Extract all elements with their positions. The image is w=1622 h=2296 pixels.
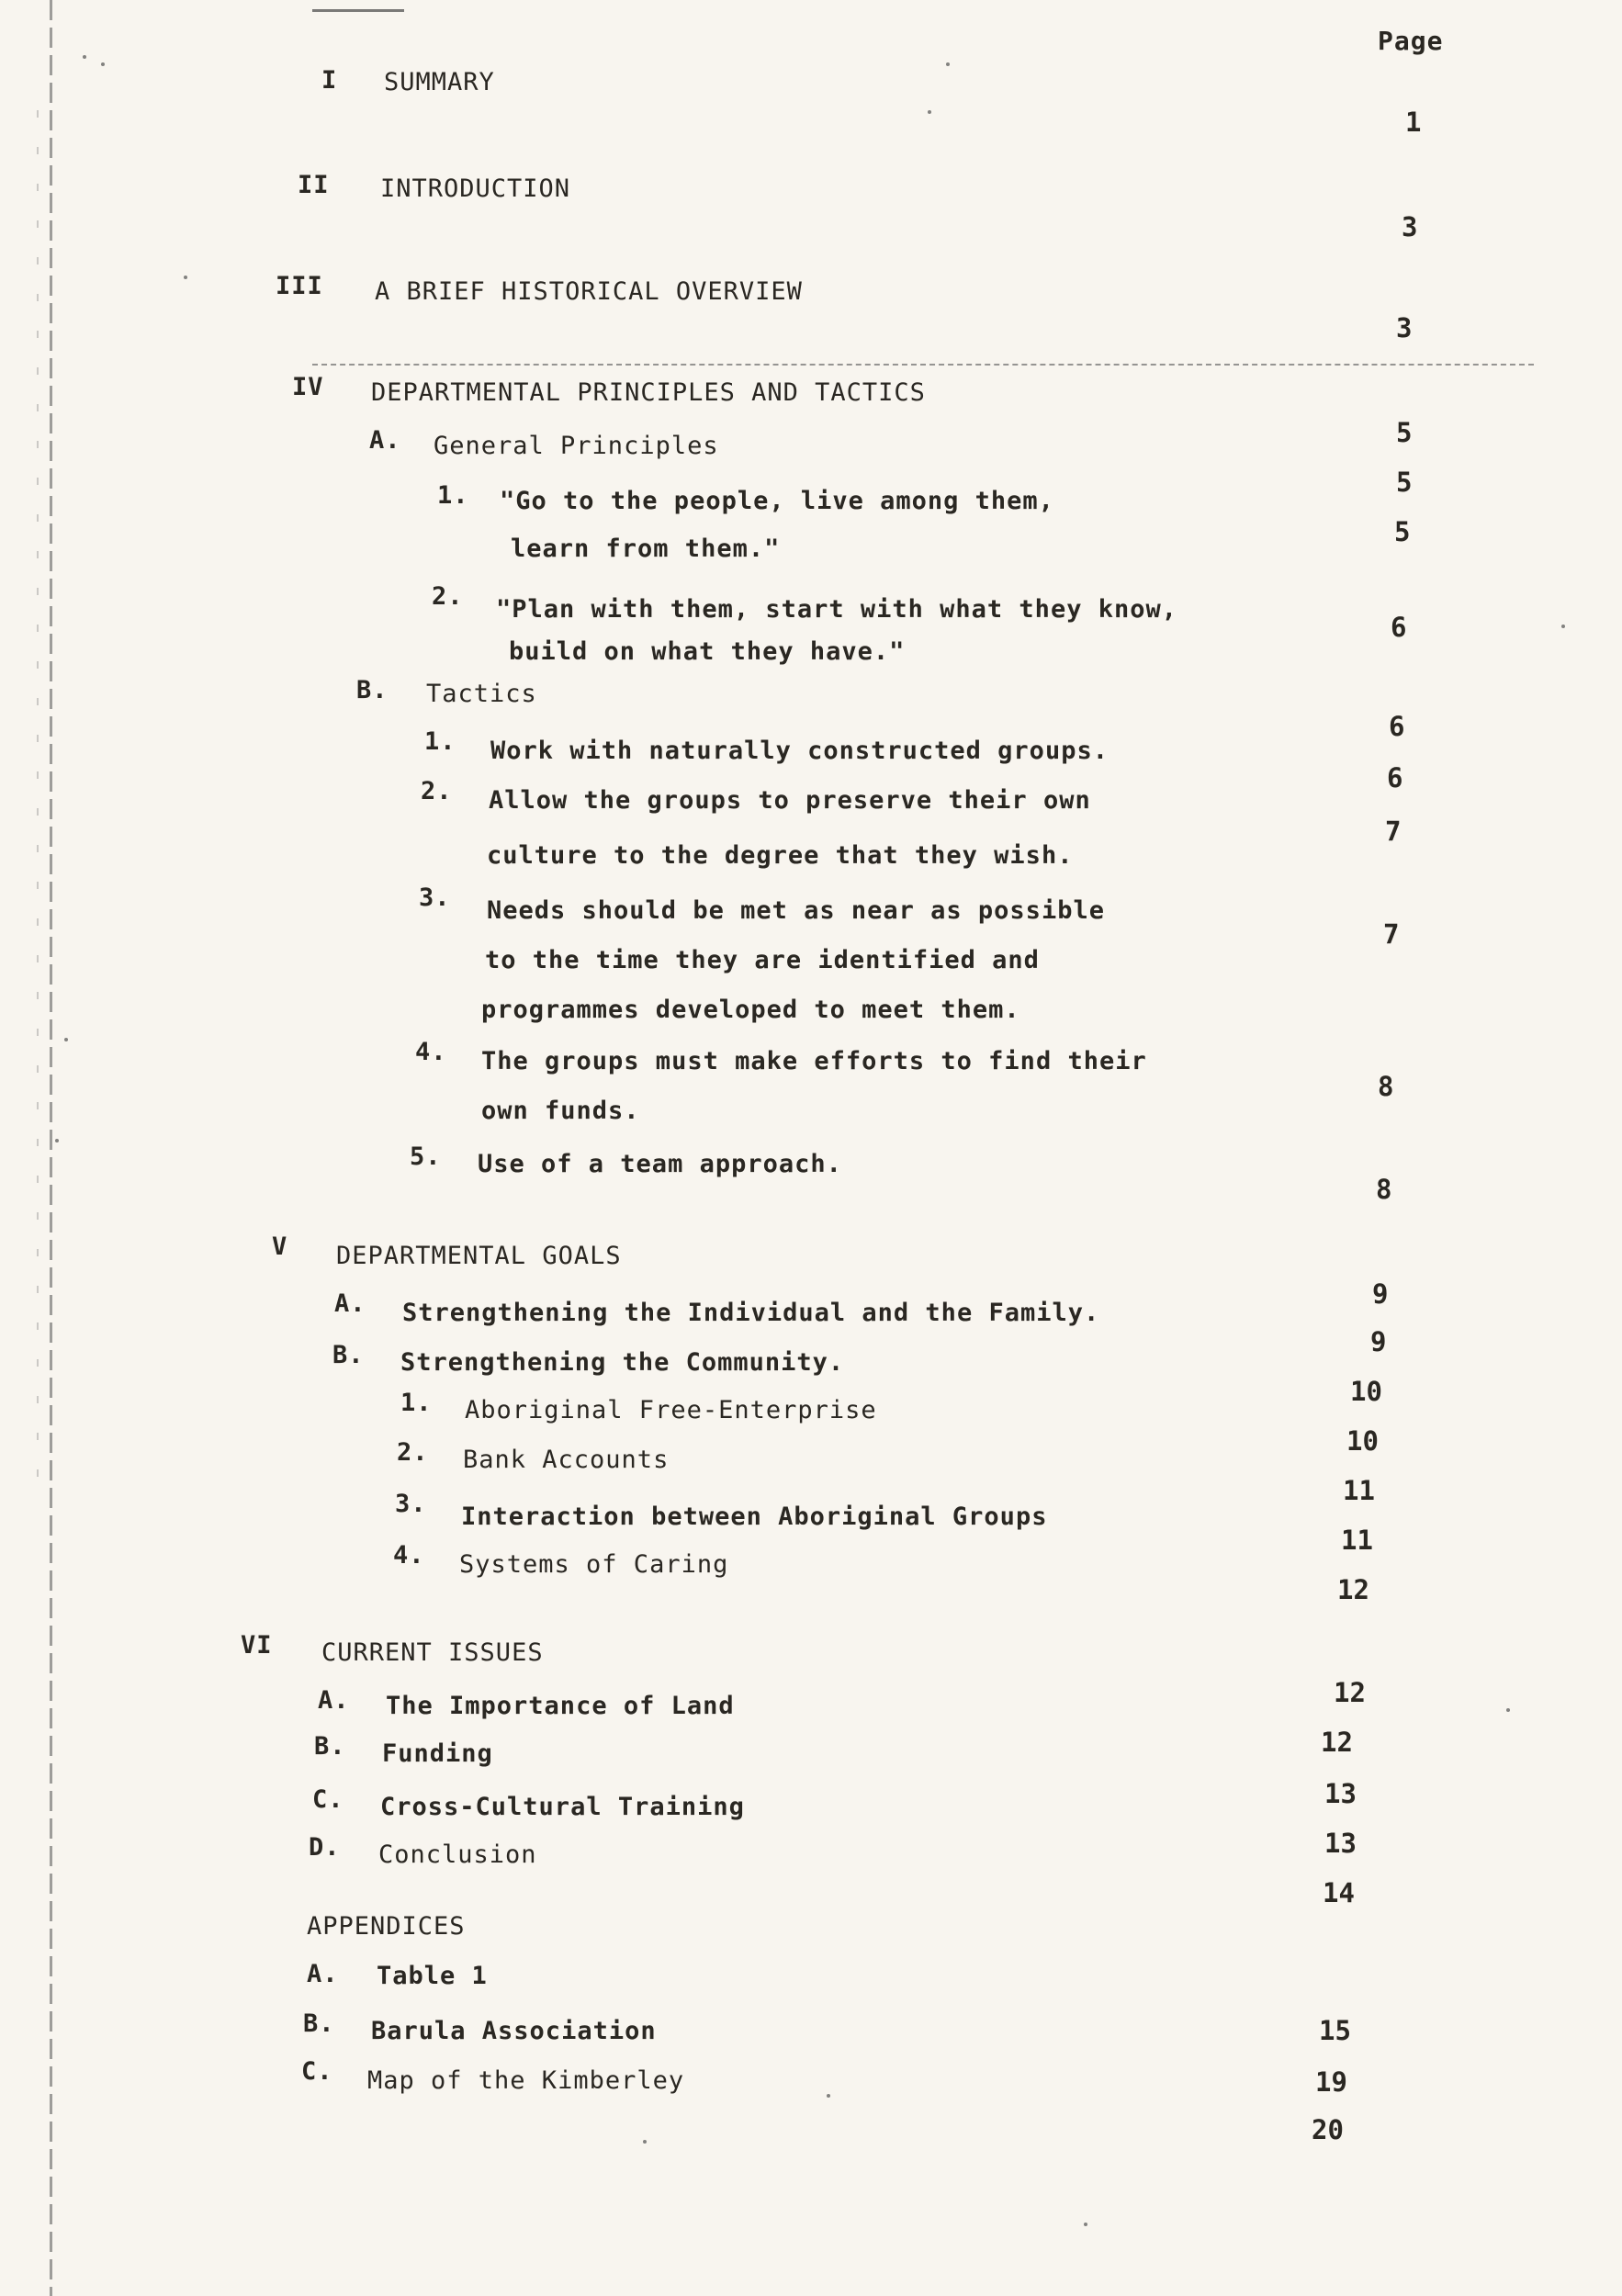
entry-marker: IV	[292, 373, 324, 401]
entry-title-cont: programmes developed to meet them.	[481, 996, 1020, 1024]
entry-title: Needs should be met as near as possible	[487, 896, 1105, 925]
page-column-heading: Page	[1378, 26, 1444, 56]
entry-marker: 1.	[400, 1389, 433, 1417]
scan-speck	[83, 55, 86, 59]
entry-page: 13	[1324, 1828, 1357, 1859]
entry-title-cont: culture to the degree that they wish.	[487, 841, 1074, 870]
entry-marker: A.	[369, 426, 401, 455]
scan-speck	[101, 62, 105, 66]
entry-title-cont: build on what they have."	[509, 637, 906, 666]
scan-speck	[184, 276, 187, 279]
entry-marker: A.	[307, 1960, 339, 1988]
entry-marker: 1.	[437, 481, 469, 510]
entry-title: A BRIEF HISTORICAL OVERVIEW	[375, 277, 803, 306]
entry-page: 20	[1312, 2114, 1344, 2145]
entry-title: Work with naturally constructed groups.	[490, 737, 1109, 765]
entry-title: Barula Association	[371, 2017, 657, 2045]
entry-page: 7	[1385, 816, 1402, 847]
entry-title: SUMMARY	[384, 68, 495, 96]
scan-speck	[1084, 2223, 1087, 2226]
entry-page: 11	[1341, 1525, 1373, 1556]
entry-page: 6	[1391, 612, 1407, 643]
entry-page: 1	[1405, 107, 1422, 138]
entry-title: Tactics	[426, 680, 537, 708]
entry-title: Table 1	[377, 1962, 488, 1990]
entry-marker: D.	[309, 1833, 341, 1862]
entry-title: Map of the Kimberley	[367, 2066, 685, 2095]
entry-title: DEPARTMENTAL PRINCIPLES AND TACTICS	[371, 378, 926, 407]
entry-title-cont: own funds.	[481, 1097, 640, 1125]
entry-page: 7	[1383, 918, 1400, 950]
entry-title: The groups must make efforts to find their	[481, 1047, 1147, 1075]
left-margin-marks	[37, 110, 39, 1488]
entry-marker: C.	[312, 1785, 344, 1814]
entry-page: 12	[1337, 1574, 1369, 1605]
entry-page: 13	[1324, 1778, 1357, 1809]
entry-marker: B.	[332, 1341, 365, 1369]
entry-marker: 3.	[395, 1490, 427, 1518]
entry-marker: A.	[318, 1686, 350, 1715]
scan-speck	[946, 62, 950, 66]
top-underline-mark	[312, 0, 404, 12]
entry-page: 9	[1372, 1278, 1389, 1310]
entry-marker: V	[272, 1232, 288, 1261]
scan-speck	[643, 2140, 647, 2144]
entry-marker: B.	[303, 2009, 335, 2038]
entry-marker: 1.	[424, 727, 456, 756]
entry-marker: A.	[334, 1289, 366, 1318]
entry-title: General Principles	[434, 432, 719, 460]
scan-speck	[827, 2094, 830, 2098]
entry-title: Bank Accounts	[463, 1446, 670, 1474]
entry-title: Strengthening the Community.	[400, 1348, 845, 1377]
entry-page: 5	[1394, 516, 1411, 547]
scan-speck	[1561, 625, 1565, 628]
entry-title: Conclusion	[378, 1840, 537, 1869]
entry-page: 9	[1370, 1326, 1387, 1357]
entry-page: 3	[1402, 211, 1418, 242]
entry-page: 6	[1387, 762, 1403, 793]
entry-marker: 2.	[421, 777, 453, 805]
entry-page: 10	[1350, 1376, 1382, 1407]
entry-marker: II	[298, 171, 330, 199]
entry-title: Use of a team approach.	[478, 1150, 842, 1178]
entry-marker: I	[321, 66, 338, 95]
entry-title: Aboriginal Free-Enterprise	[465, 1396, 877, 1424]
scan-speck	[1506, 1708, 1510, 1712]
entry-page: 6	[1389, 711, 1405, 742]
entry-title: Strengthening the Individual and the Family.	[402, 1299, 1100, 1327]
entry-title: INTRODUCTION	[380, 174, 571, 203]
entry-marker: 3.	[419, 884, 451, 912]
entry-page: 5	[1396, 417, 1413, 448]
entry-marker: 2.	[432, 582, 464, 611]
entry-title: Allow the groups to preserve their own	[489, 786, 1091, 815]
entry-page: 12	[1321, 1727, 1353, 1758]
entry-title: Funding	[382, 1739, 493, 1768]
entry-page: 3	[1396, 312, 1413, 343]
entry-title: Interaction between Aboriginal Groups	[461, 1503, 1048, 1531]
entry-marker: 4.	[393, 1541, 425, 1570]
entry-title: DEPARTMENTAL GOALS	[336, 1242, 622, 1270]
entry-title: CURRENT ISSUES	[321, 1638, 544, 1667]
entry-page: 14	[1323, 1877, 1355, 1908]
entry-page: 5	[1396, 467, 1413, 498]
entry-marker: 2.	[397, 1438, 429, 1467]
entry-marker: B.	[356, 676, 389, 704]
entry-page: 15	[1319, 2015, 1351, 2046]
scan-speck	[64, 1038, 68, 1041]
entry-title: "Go to the people, live among them,	[500, 487, 1054, 515]
entry-page: 11	[1343, 1475, 1375, 1506]
entry-marker: 4.	[415, 1038, 447, 1066]
left-margin-line	[50, 0, 52, 2296]
scan-speck	[928, 110, 931, 114]
entry-marker: III	[276, 272, 323, 300]
entry-title: Systems of Caring	[459, 1550, 729, 1579]
entry-title-cont: to the time they are identified and	[485, 946, 1040, 974]
scan-speck	[55, 1139, 59, 1142]
entry-page: 12	[1334, 1677, 1366, 1708]
entry-marker: 5.	[410, 1142, 442, 1171]
entry-page: 10	[1346, 1425, 1379, 1457]
entry-page: 19	[1315, 2066, 1347, 2098]
entry-title: Cross-Cultural Training	[380, 1793, 745, 1821]
entry-title: The Importance of Land	[386, 1692, 735, 1720]
appendices-heading: APPENDICES	[307, 1912, 466, 1941]
entry-marker: VI	[241, 1631, 273, 1660]
entry-title: "Plan with them, start with what they know,	[496, 595, 1177, 624]
entry-page: 8	[1378, 1071, 1394, 1102]
entry-marker: C.	[301, 2057, 333, 2086]
dashed-rule	[312, 364, 1534, 366]
entry-title-cont: learn from them."	[511, 535, 781, 563]
entry-marker: B.	[314, 1732, 346, 1761]
entry-page: 8	[1376, 1174, 1392, 1205]
